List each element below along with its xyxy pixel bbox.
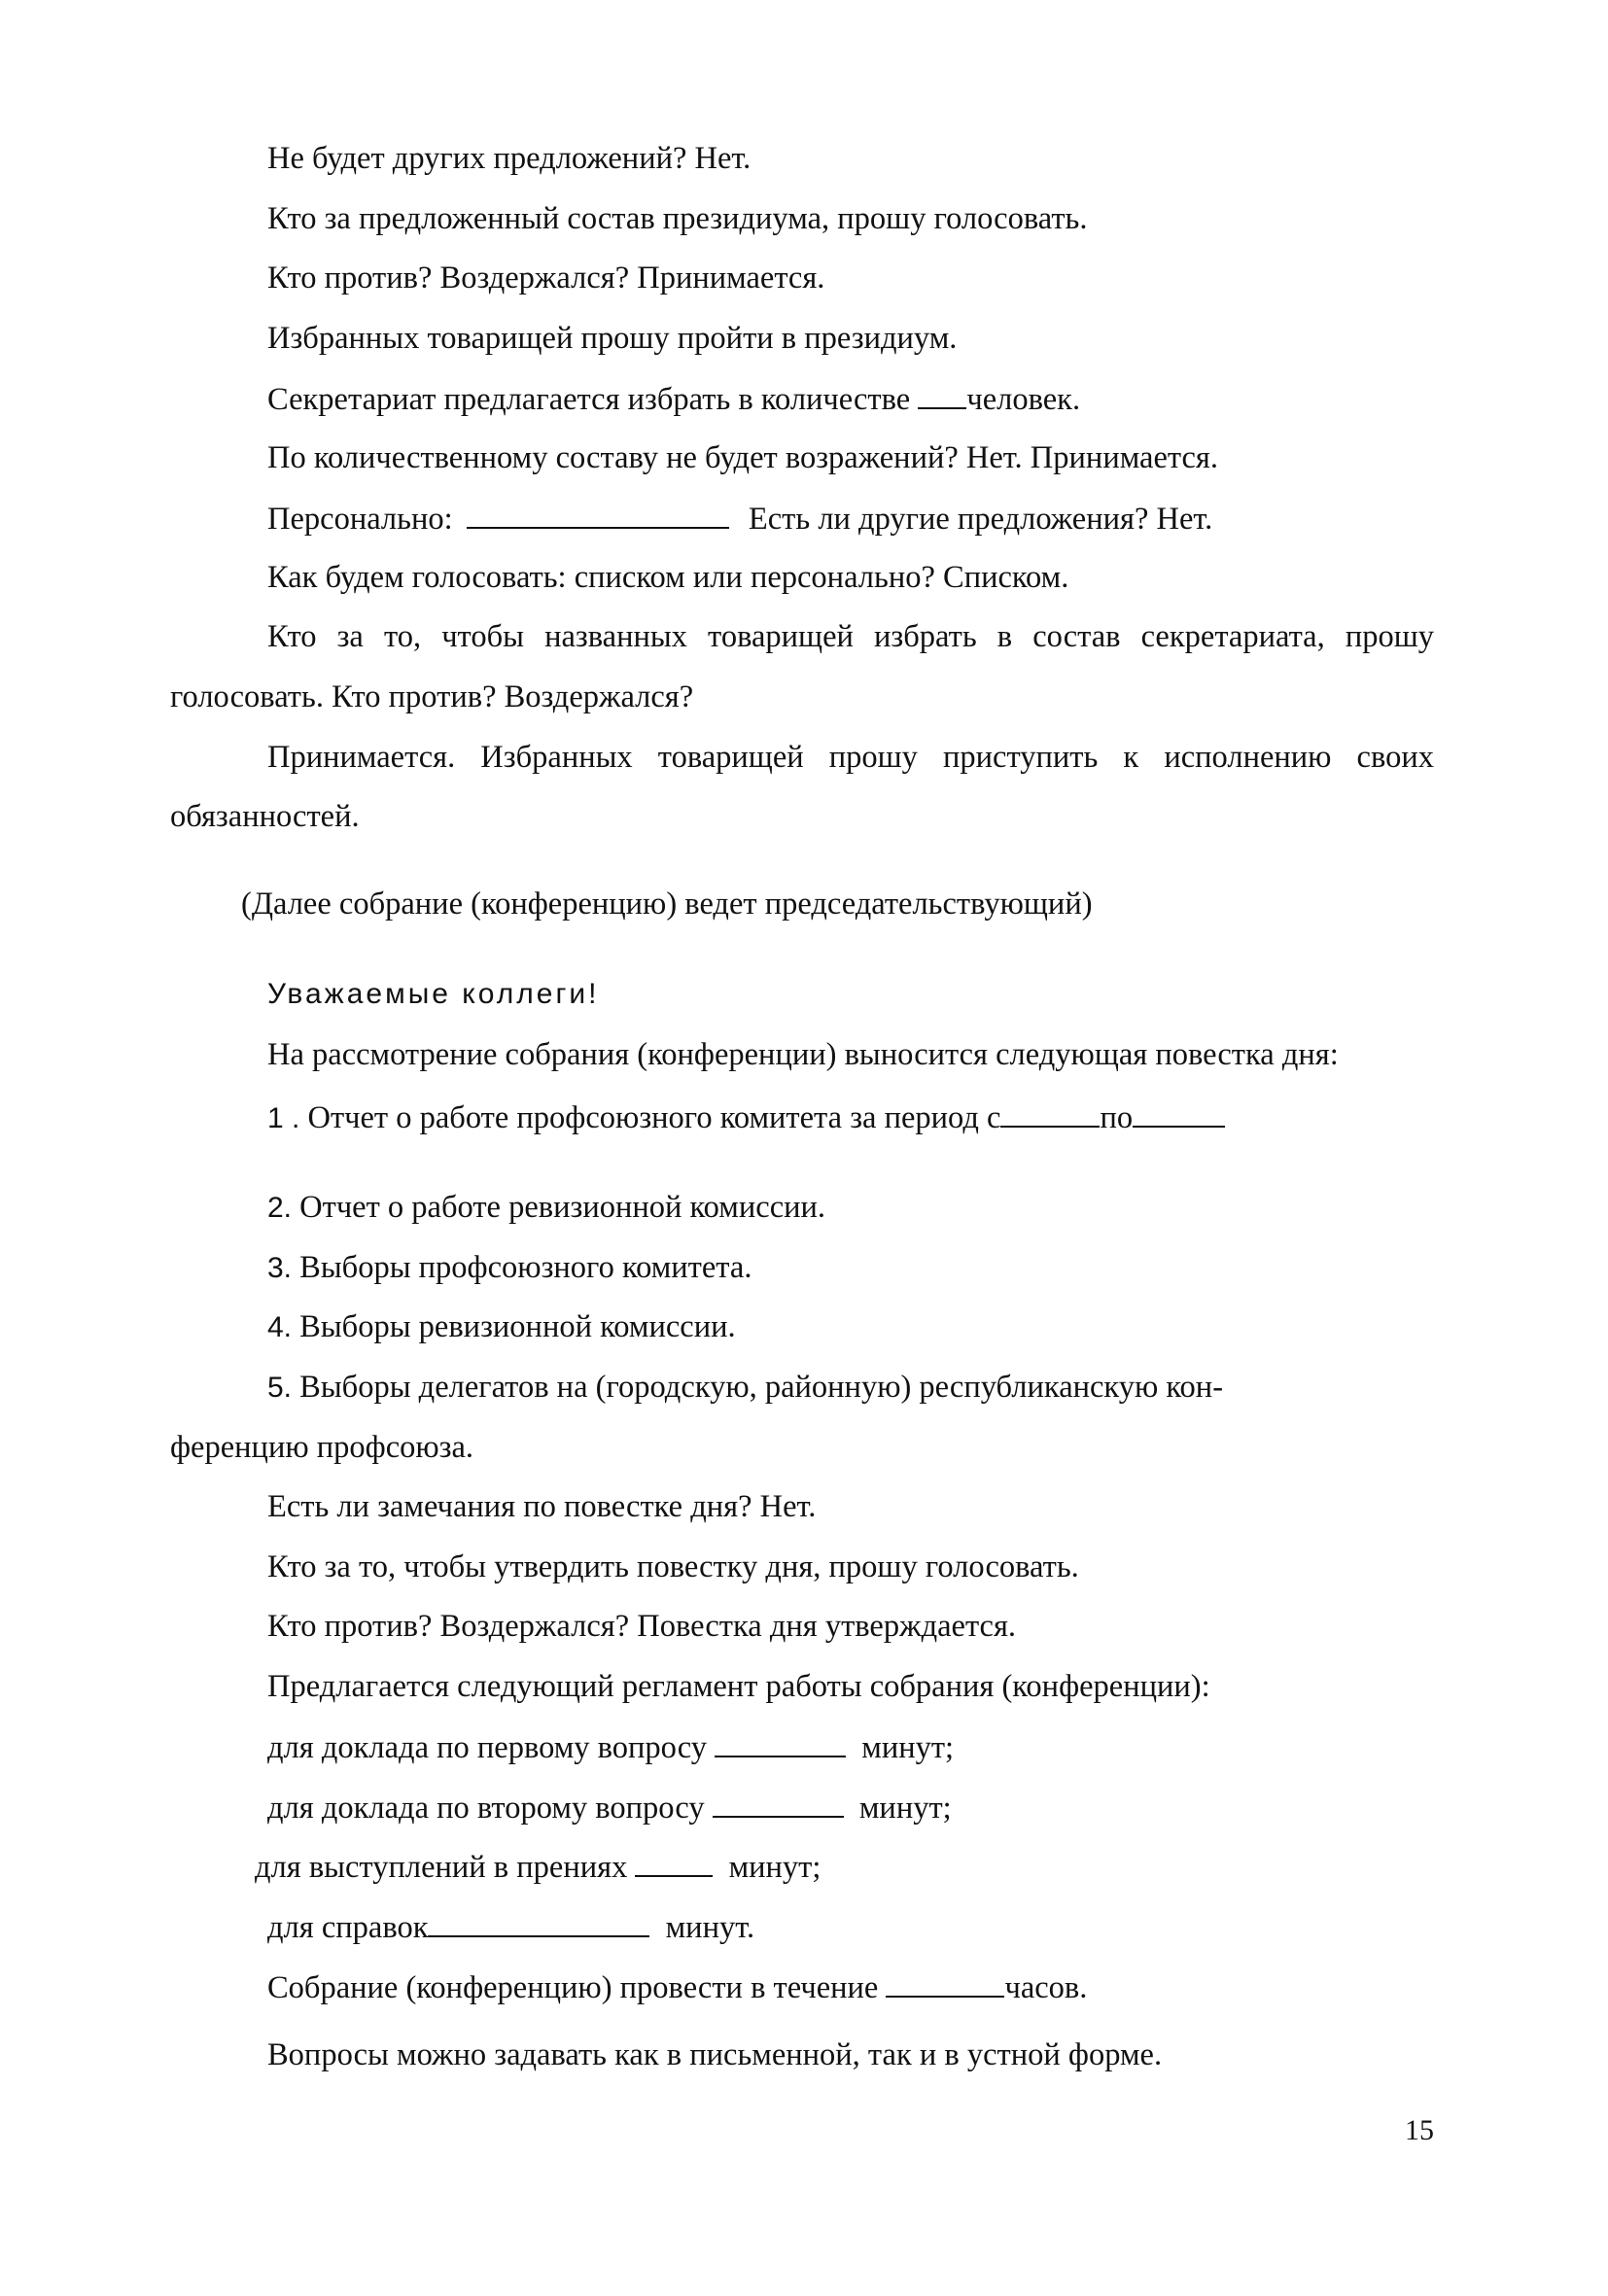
text-line: ференцию профсоюза.	[170, 1430, 474, 1465]
text-line: По количественному составу не будет возражений? Нет. Принимается.	[267, 440, 1218, 475]
text-line: голосовать. Кто против? Воздержался?	[170, 679, 694, 714]
text-fragment: Есть ли другие предложения? Нет.	[748, 502, 1213, 537]
text-line	[267, 498, 1212, 539]
text-line: Есть ли замечания по повестке дня? Нет.	[267, 1489, 817, 1524]
greeting: Уважаемые коллеги!	[267, 978, 600, 1010]
agenda-item	[267, 1307, 736, 1347]
text-fragment: для справок	[267, 1910, 429, 1945]
item-number: 5.	[267, 1372, 293, 1404]
regulation-line	[267, 1906, 754, 1947]
item-text: Выборы ревизионной комиссии.	[299, 1309, 736, 1344]
item-number: 1 .	[267, 1102, 300, 1134]
text-fragment: Персонально:	[267, 502, 453, 537]
fill-blank	[1133, 1096, 1225, 1128]
text-fragment: минут.	[665, 1910, 755, 1945]
regulation-line	[255, 1846, 821, 1887]
text-fragment: для выступлений в прениях	[255, 1850, 628, 1885]
regulation-line	[267, 1787, 952, 1827]
fill-blank	[1000, 1096, 1100, 1128]
text-line	[267, 738, 1434, 777]
item-number: 4.	[267, 1311, 293, 1343]
text-fragment: Кто за то, чтобы названных товарищей избрать в состав секретариата, прошу	[267, 619, 1434, 654]
item-text: Выборы делегатов на (городскую, районную) республиканскую кон-	[299, 1370, 1224, 1405]
text-line: Избранных товарищей прошу пройти в президиум.	[267, 321, 958, 356]
text-fragment: Секретариат предлагается избрать в количестве	[267, 382, 911, 417]
text-fragment: Собрание (конференцию) провести в течение	[267, 1970, 879, 2005]
text-fragment: для доклада по второму вопросу	[267, 1791, 705, 1826]
item-number: 3.	[267, 1252, 293, 1284]
regulation-line	[267, 1726, 954, 1767]
text-line: обязанностей.	[170, 799, 360, 834]
text-line: Кто за то, чтобы утвердить повестку дня, прошу голосовать.	[267, 1549, 1079, 1584]
text-fragment: часов.	[1004, 1970, 1088, 2005]
text-line	[267, 378, 1080, 419]
text-fragment: минут;	[728, 1850, 821, 1885]
fill-blank	[635, 1846, 713, 1877]
text-line: Предлагается следующий регламент работы собрания (конференции):	[267, 1669, 1210, 1704]
text-line	[267, 1966, 1087, 2007]
agenda-item	[267, 1248, 752, 1288]
text-line	[267, 617, 1434, 656]
text-line: Кто против? Воздержался? Повестка дня утверждается.	[267, 1609, 1017, 1644]
text-line: Как будем голосовать: списком или персонально? Списком.	[267, 560, 1069, 595]
text-fragment: для доклада по первому вопросу	[267, 1730, 707, 1765]
fill-blank	[428, 1906, 649, 1937]
fill-blank	[886, 1966, 1004, 1998]
text-line: Не будет других предложений? Нет.	[267, 141, 752, 176]
agenda-item	[267, 1188, 825, 1228]
stage-note: (Далее собрание (конференцию) ведет председательствующий)	[241, 887, 1093, 922]
item-number: 2.	[267, 1192, 293, 1224]
fill-blank	[918, 378, 966, 409]
page-number: 15	[1405, 2114, 1434, 2146]
text-fragment: человек.	[966, 382, 1081, 417]
text-line: Кто против? Воздержался? Принимается.	[267, 261, 825, 296]
agenda-item	[267, 1096, 1225, 1138]
text-line: Вопросы можно задавать как в письменной, так и в устной форме.	[267, 2037, 1163, 2072]
item-text: по	[1100, 1100, 1134, 1135]
fill-blank	[713, 1787, 844, 1818]
agenda-item	[267, 1368, 1223, 1408]
item-text: Отчет о работе профсоюзного комитета за период с	[307, 1100, 1001, 1135]
item-text: Выборы профсоюзного комитета.	[299, 1250, 752, 1285]
fill-blank	[715, 1726, 846, 1757]
text-fragment: минут;	[861, 1730, 955, 1765]
item-text: Отчет о работе ревизионной комиссии.	[299, 1190, 826, 1225]
text-line: Кто за предложенный состав президиума, прошу голосовать.	[267, 201, 1088, 236]
agenda-intro: На рассмотрение собрания (конференции) выносится следующая повестка дня:	[267, 1037, 1339, 1072]
text-fragment: Принимается. Избранных товарищей прошу приступить к исполнению своих	[267, 740, 1434, 775]
fill-blank	[467, 498, 729, 529]
text-fragment: минут;	[858, 1791, 952, 1826]
